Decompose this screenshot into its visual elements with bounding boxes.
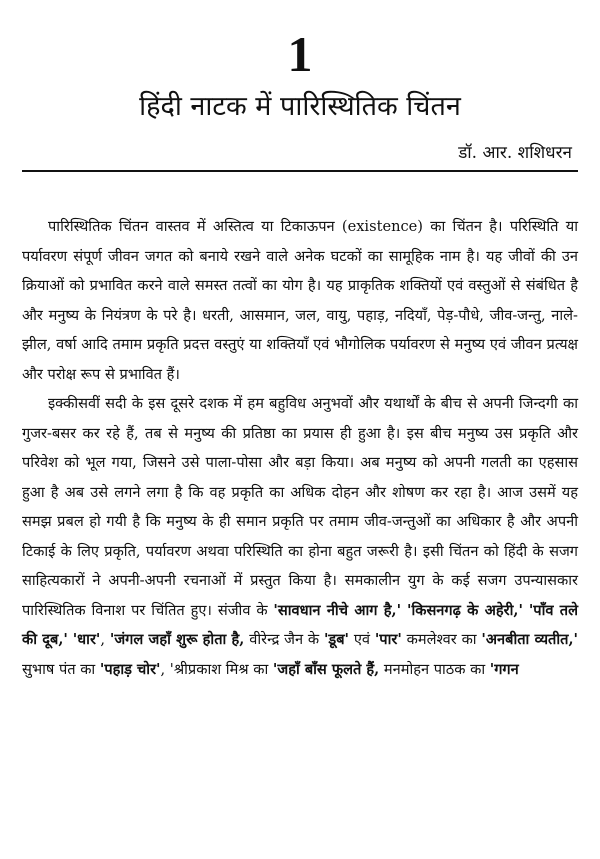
work-title: 'अनबीता व्यतीत,' xyxy=(481,631,579,648)
paragraph-2-text: वीरेन्द्र जैन के xyxy=(244,631,324,648)
work-title: 'जहाँ बाँस फूलते हैं, xyxy=(272,660,380,678)
work-title: 'डूब' xyxy=(323,631,350,648)
chapter-body xyxy=(22,212,578,684)
work-title: 'जंगल जहाँ शुरू होता है, xyxy=(109,631,245,648)
paragraph-2-text: मनमोहन पाठक का xyxy=(379,660,490,678)
work-title: 'पाँव तले की दूब,' xyxy=(22,601,579,648)
paragraph-2-text: , xyxy=(100,631,110,648)
author-name: डॉ. आर. शशिधरन xyxy=(458,143,572,163)
work-title: 'धार' xyxy=(72,631,101,648)
work-title: 'सावधान नीचे आग है,' xyxy=(273,601,402,619)
work-title: 'किसनगढ़ के अहेरी,' xyxy=(406,601,523,619)
paragraph-2-text: , 'श्रीप्रकाश मिश्र का xyxy=(160,660,273,678)
work-title: 'गगन xyxy=(489,660,519,678)
paragraph-2-text: इक्कीसवीं सदी के इस दूसरे दशक में हम बहुविध अनुभवों और यथार्थों के बीच से अपनी जिन्दगी का गुजर-बसर कर रहे हैं, तब से मनुष्य की प्रतिष्ठा का प्रयास ही हुआ है। इस बीच मनुष्य उस प्रकृति और परिवेश को भूल गया, जिसने उसे पाला-पोसा और बड़ा किया। अब मनुष्य को अपनी गलती का एहसास हुआ है अब उसे लगने लगा है कि वह प्रकृति का अधिक दोहन और शोषण कर रहा है। आज उसमें यह समझ प्रबल हो गयी है कि मनुष्य के ही समान प्रकृति पर तमाम जीव-जन्तुओं का अधिकार है और अपनी टिकाई के लिए प्रकृति, पर्यावरण अथवा परिस्थिति का होना बहुत जरूरी है। इसी चिंतन को हिंदी के सजग साहित्यकारों ने अपनी-अपनी रचनाओं में प्रस्तुत किया है। समकालीन युग के कई सजग उपन्यासकार पारिस्थितिक विनाश पर चिंतित हुए। संजीव के xyxy=(22,395,578,619)
chapter-number: 1 xyxy=(287,26,313,82)
chapter-title: हिंदी नाटक में पारिस्थितिक चिंतन xyxy=(139,91,461,122)
paragraph-2-text: सुभाष पंत का xyxy=(22,660,100,678)
title-divider xyxy=(22,170,578,172)
paragraph-2-text: कमलेश्वर का xyxy=(401,631,482,648)
work-title: 'पार' xyxy=(374,631,402,648)
work-title: 'पहाड़ चोर' xyxy=(99,660,161,678)
paragraph-1: पारिस्थितिक चिंतन वास्तव में अस्तित्व या टिकाऊपन (existence) का चिंतन है। परिस्थिति या पर्यावरण संपूर्ण जीवन जगत को बनाये रखने वाले अनेक घटकों का सामूहिक नाम है। यह जीवों की उन क्रियाओं को प्रभावित करने वाले समस्त तत्वों का योग है। यह प्राकृतिक शक्तियों एवं वस्तुओं से संबंधित है और मनुष्य के नियंत्रण के परे है। धरती, आसमान, जल, वायु, पहाड़, नदियाँ, पेड़-पौधे, जीव-जन्तु, नाले-झील, वर्षा आदि तमाम प्रकृति प्रदत्त वस्तुएं या शक्तियाँ एवं भौगोलिक पर्यावरण से मनुष्य एवं जीवन प्रत्यक्ष और परोक्ष रूप से प्रभावित हैं। xyxy=(22,218,578,383)
paragraph-2 xyxy=(22,389,578,684)
paragraph-2-text: एवं xyxy=(349,631,375,648)
